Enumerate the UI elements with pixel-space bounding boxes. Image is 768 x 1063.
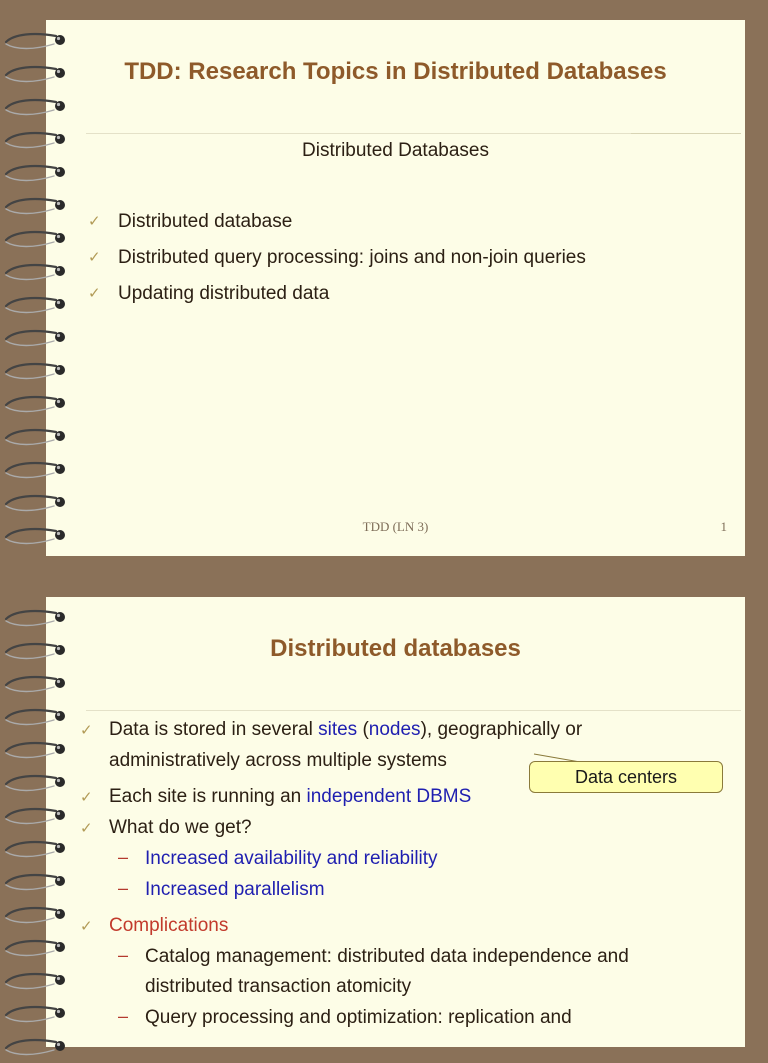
dash-icon: – bbox=[118, 1006, 129, 1026]
slide-subtitle: Distributed Databases bbox=[302, 140, 489, 161]
spiral-ring-icon bbox=[4, 393, 68, 415]
spiral-binding bbox=[46, 20, 126, 556]
spiral-ring-icon bbox=[4, 937, 68, 959]
bullet-text: ( bbox=[357, 719, 369, 740]
bullet-text: Data is stored in several bbox=[109, 719, 319, 740]
bullet-item: Distributed query processing: joins and non-join queries bbox=[118, 247, 586, 268]
spiral-ring-icon bbox=[4, 1036, 68, 1058]
spiral-ring-icon bbox=[4, 838, 68, 860]
slide-title: TDD: Research Topics in Distributed Databases bbox=[124, 58, 667, 85]
spiral-ring-icon bbox=[4, 426, 68, 448]
spiral-ring-icon bbox=[4, 772, 68, 794]
page-number: 1 bbox=[720, 519, 727, 534]
spiral-ring-icon bbox=[4, 195, 68, 217]
title-divider bbox=[86, 133, 636, 134]
bullet-continuation: administratively across multiple systems bbox=[109, 750, 447, 771]
sub-bullet-continuation: distributed transaction atomicity bbox=[145, 976, 412, 997]
sub-bullet-item: Increased availability and reliability bbox=[145, 848, 438, 869]
slide-footer: TDD (LN 3) bbox=[362, 519, 429, 534]
spiral-ring-icon bbox=[4, 970, 68, 992]
spiral-ring-icon bbox=[4, 607, 68, 629]
spiral-ring-icon bbox=[4, 673, 68, 695]
bullet-item: Distributed database bbox=[118, 211, 293, 232]
highlight-independent-dbms: independent DBMS bbox=[306, 786, 472, 807]
highlight-nodes: nodes bbox=[368, 719, 421, 740]
callout-data-centers: Data centers bbox=[529, 761, 723, 793]
title-divider-accent bbox=[631, 133, 741, 134]
spiral-ring-icon bbox=[4, 904, 68, 926]
slide-2 bbox=[46, 597, 745, 1047]
bullet-text: Each site is running an bbox=[109, 786, 307, 807]
spiral-ring-icon bbox=[4, 871, 68, 893]
checkmark-icon: ✓ bbox=[80, 820, 93, 837]
spiral-ring-icon bbox=[4, 261, 68, 283]
checkmark-icon: ✓ bbox=[80, 789, 93, 806]
dash-icon: – bbox=[118, 847, 129, 867]
slide-title: Distributed databases bbox=[270, 635, 521, 662]
spiral-ring-icon bbox=[4, 459, 68, 481]
slide-1 bbox=[46, 20, 745, 556]
bullet-item: Updating distributed data bbox=[118, 283, 330, 304]
checkmark-icon: ✓ bbox=[88, 249, 101, 266]
bullet-item bbox=[109, 714, 582, 745]
title-divider bbox=[86, 710, 741, 711]
spiral-ring-icon bbox=[4, 96, 68, 118]
checkmark-icon: ✓ bbox=[88, 285, 101, 302]
spiral-ring-icon bbox=[4, 360, 68, 382]
spiral-ring-icon bbox=[4, 739, 68, 761]
checkmark-icon: ✓ bbox=[80, 722, 93, 739]
bullet-item: What do we get? bbox=[109, 817, 252, 838]
spiral-ring-icon bbox=[4, 805, 68, 827]
spiral-ring-icon bbox=[4, 228, 68, 250]
spiral-ring-icon bbox=[4, 706, 68, 728]
bullet-item: Complications bbox=[109, 915, 229, 936]
bullet-text: ), geographically or bbox=[420, 719, 583, 740]
bullet-item bbox=[109, 781, 471, 812]
sub-bullet-item: Catalog management: distributed data independence and bbox=[145, 946, 629, 967]
checkmark-icon: ✓ bbox=[80, 918, 93, 935]
sub-bullet-item: Query processing and optimization: replication and bbox=[145, 1007, 572, 1028]
spiral-ring-icon bbox=[4, 294, 68, 316]
dash-icon: – bbox=[118, 945, 129, 965]
spiral-ring-icon bbox=[4, 162, 68, 184]
checkmark-icon: ✓ bbox=[88, 213, 101, 230]
spiral-ring-icon bbox=[4, 327, 68, 349]
spiral-ring-icon bbox=[4, 30, 68, 52]
highlight-sites: sites bbox=[318, 719, 358, 740]
sub-bullet-item: Increased parallelism bbox=[145, 879, 325, 900]
dash-icon: – bbox=[118, 878, 129, 898]
spiral-ring-icon bbox=[4, 1003, 68, 1025]
spiral-ring-icon bbox=[4, 492, 68, 514]
